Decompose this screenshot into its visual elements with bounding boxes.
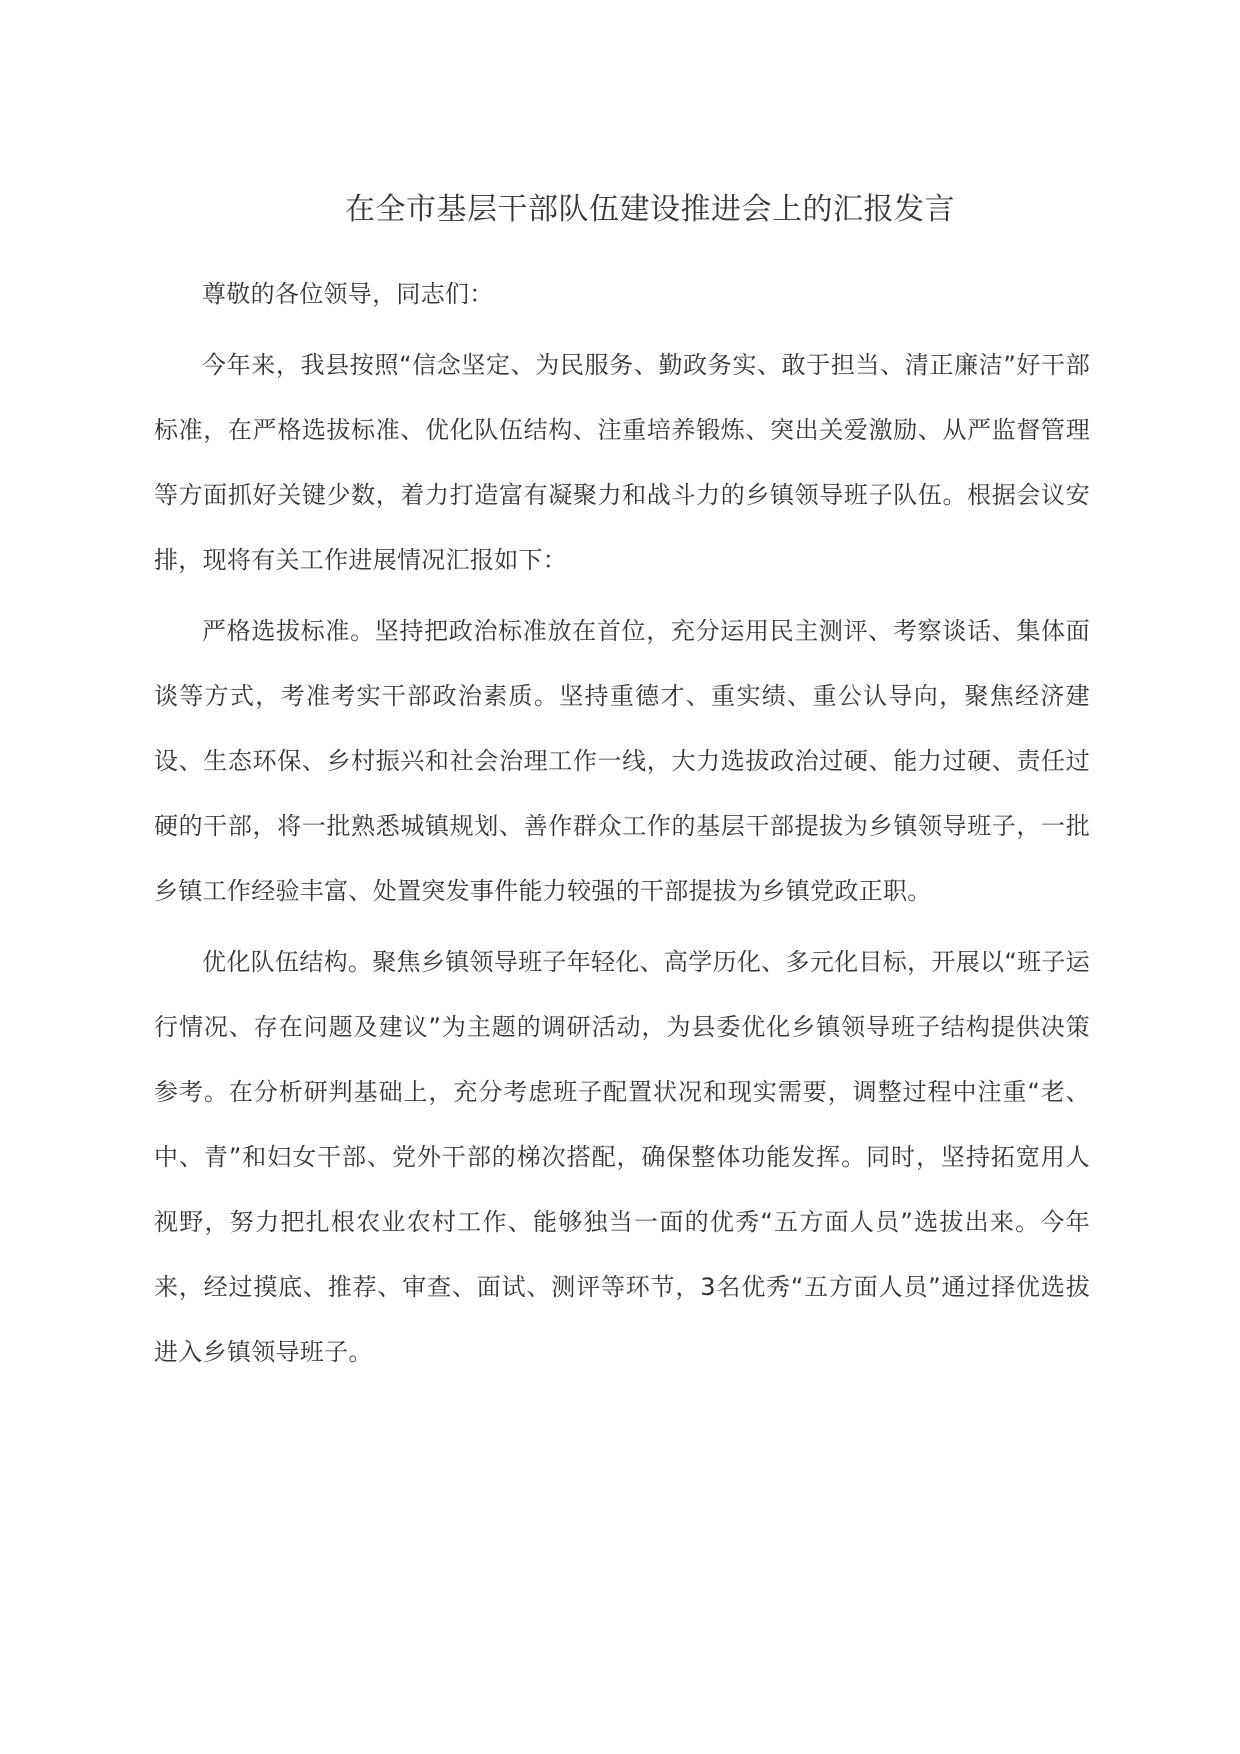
document-title: 在全市基层干部队伍建设推进会上的汇报发言 [345, 192, 955, 227]
salutation-paragraph: 尊敬的各位领导，同志们： [202, 280, 494, 308]
document-body [154, 262, 1090, 1391]
team-structure-paragraph: 优化队伍结构。聚焦乡镇领导班子年轻化、高学历化、多元化目标，开展以“班子运行情况、存在问题及建议”为主题的调研活动，为县委优化乡镇领导班子结构提供决策参考。在分析研判基础上，充分考虑班子配置状况和现实需要，调整过程中注重“老、中、青”和妇女干部、党外干部的梯次搭配，确保整体功能发挥。同时，坚持拓宽用人视野，努力把扎根农业农村工作、能够独当一面的优秀“五方面人员”选拔出来。今年来，经过摸底、推荐、审查、面试、测评等环节，3名优秀“五方面人员”通过择优选拔进入乡镇领导班子。 [154, 948, 1090, 1366]
selection-standards-paragraph: 严格选拔标准。坚持把政治标准放在首位，充分运用民主测评、考察谈话、集体面谈等方式，考准考实干部政治素质。坚持重德才、重实绩、重公认导向，聚焦经济建设、生态环保、乡村振兴和社会治理工作一线，大力选拔政治过硬、能力过硬、责任过硬的干部，将一批熟悉城镇规划、善作群众工作的基层干部提拔为乡镇领导班子，一批乡镇工作经验丰富、处置突发事件能力较强的干部提拔为乡镇党政正职。 [154, 617, 1090, 905]
intro-paragraph: 今年来，我县按照“信念坚定、为民服务、勤政务实、敢于担当、清正廉洁”好干部标准，在严格选拔标准、优化队伍结构、注重培养锻炼、突出关爱激励、从严监督管理等方面抓好关键少数，着力打造富有凝聚力和战斗力的乡镇领导班子队伍。根据会议安排，现将有关工作进展情况汇报如下： [154, 351, 1090, 574]
